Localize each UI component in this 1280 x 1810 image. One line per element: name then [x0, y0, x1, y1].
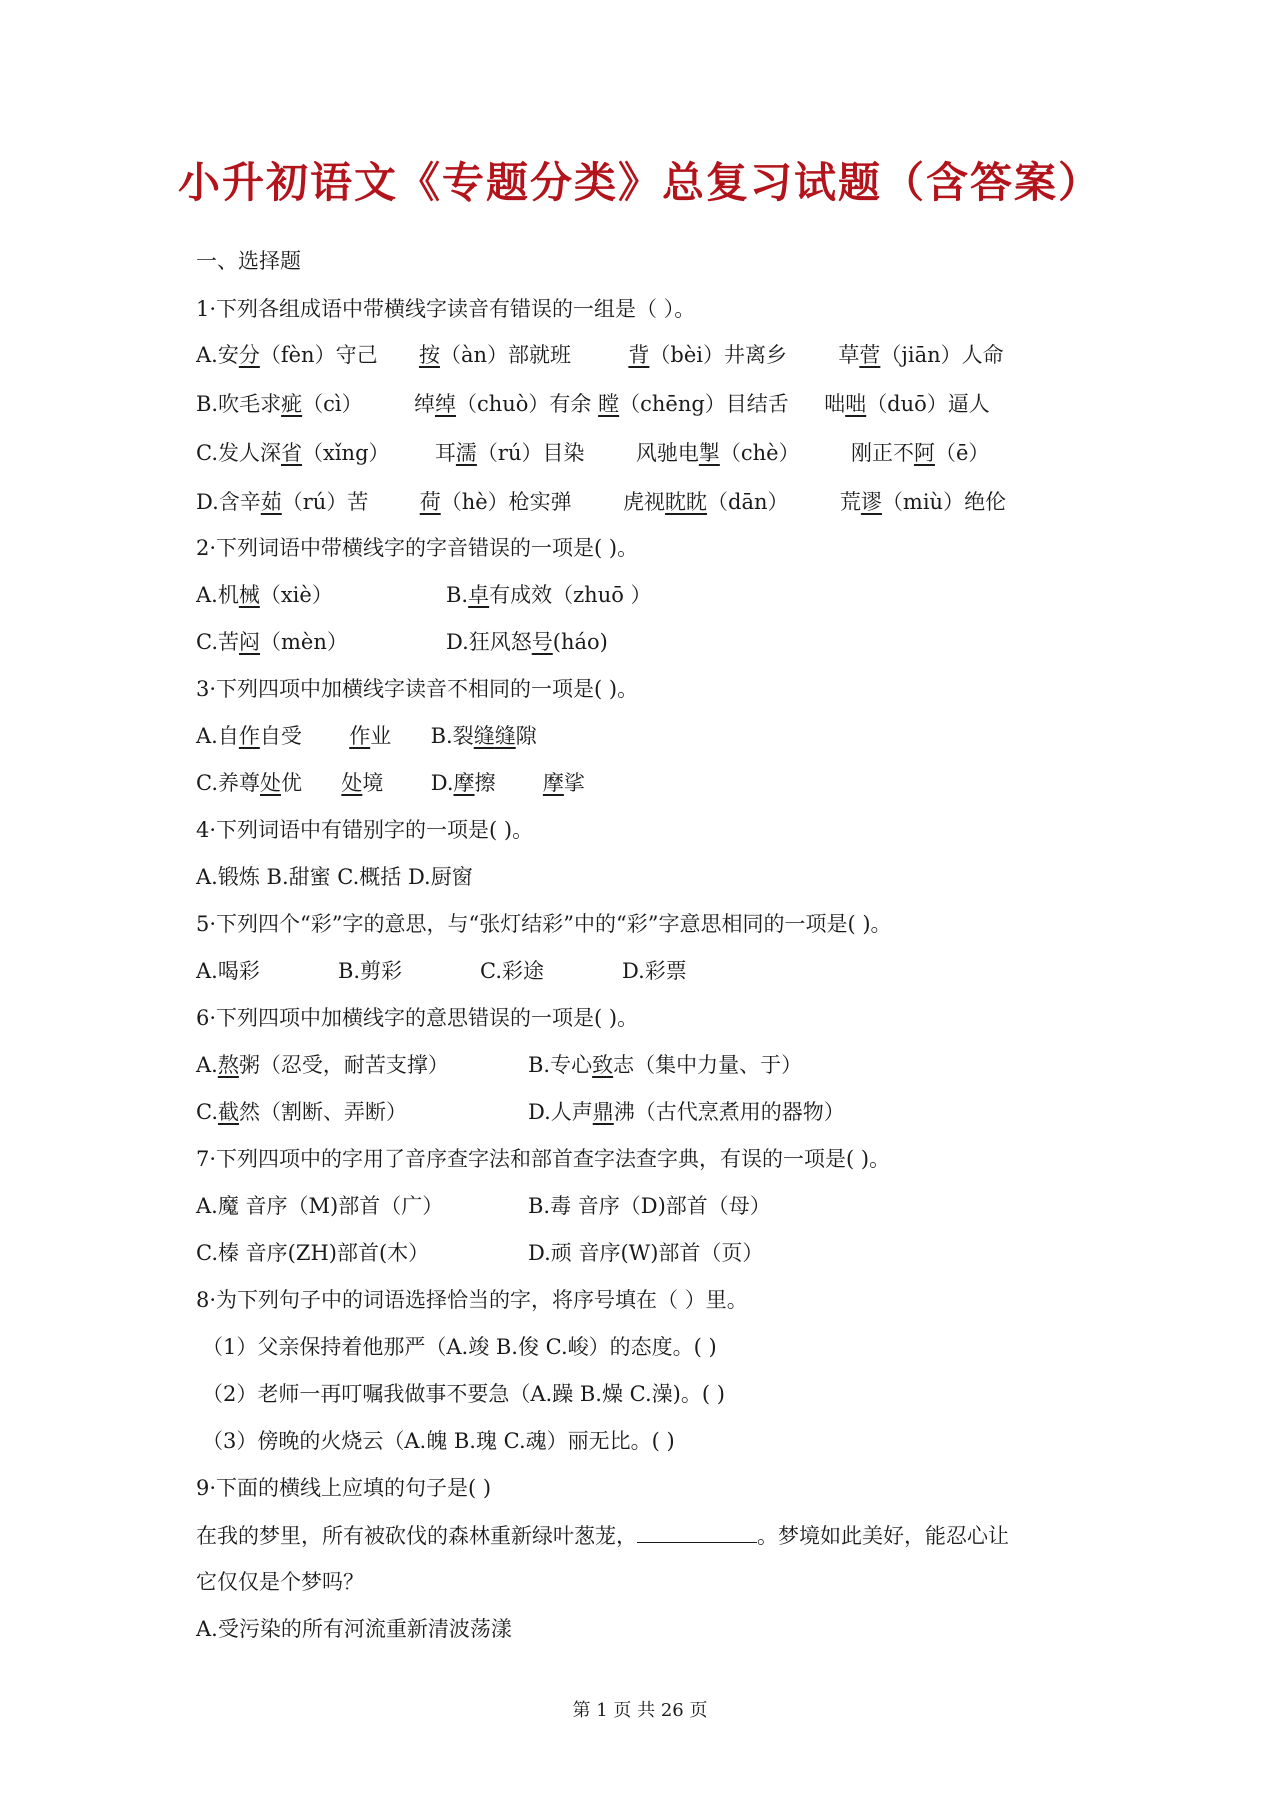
question-4-options: A.锻炼 B.甜蜜 C.概括 D.厨窗: [196, 865, 473, 889]
question-8-sentence-3: （3）傍晚的火烧云（A.魄 B.瑰 C.魂）丽无比。( ): [202, 1429, 675, 1453]
question-9-option-a: A.受污染的所有河流重新清波荡漾: [196, 1617, 512, 1641]
question-3-stem: 3·下列四项中加横线字读音不相同的一项是( )。: [196, 677, 639, 701]
question-8-stem: 8·为下列句子中的词语选择恰当的字，将序号填在（ ）里。: [196, 1288, 748, 1312]
question-2-option-c: C.苦闷（mèn）: [196, 630, 348, 654]
question-2-stem: 2·下列词语中带横线字的字音错误的一项是( )。: [196, 536, 639, 560]
question-8-sentence-1: （1）父亲保持着他那严（A.竣 B.俊 C.峻）的态度。( ): [202, 1335, 717, 1359]
question-2-option-d: D.狂风怒号(háo): [446, 630, 608, 654]
question-5-option-d: D.彩票: [622, 959, 687, 983]
page-footer: 第 1 页 共 26 页: [572, 1700, 708, 1721]
question-7-stem: 7·下列四项中的字用了音序查字法和部首查字法查字典，有误的一项是( )。: [196, 1147, 891, 1171]
question-6-option-d: D.人声鼎沸（古代烹煮用的器物）: [528, 1100, 845, 1124]
question-6-option-b: B.专心致志（集中力量、于）: [528, 1053, 803, 1077]
answer-blank[interactable]: [637, 1520, 757, 1543]
question-9-passage-line-1: 在我的梦里，所有被砍伐的森林重新绿叶葱茏， 。梦境如此美好，能忍心让: [196, 1520, 1009, 1551]
question-3-options-ab: A.自作自受 作业 B.裂缝缝隙: [196, 724, 537, 748]
question-9-stem: 9·下面的横线上应填的句子是( ): [196, 1476, 492, 1500]
question-1-stem: 1·下列各组成语中带横线字读音有错误的一组是（ ）。: [196, 297, 696, 321]
question-5-option-b: B.剪彩: [338, 959, 403, 983]
question-4-stem: 4·下列词语中有错别字的一项是( )。: [196, 818, 534, 842]
question-1-option-c: C.发人深省（xǐng） 耳濡（rú）目染 风驰电掣（chè） 刚正不阿（ē）: [196, 441, 990, 465]
question-2-option-a: A.机械（xiè）: [196, 583, 333, 607]
question-7-option-d: D.顽 音序(W)部首（页）: [528, 1241, 764, 1265]
question-6-option-a: A.熬粥（忍受，耐苦支撑）: [196, 1053, 449, 1077]
question-6-option-c: C.截然（割断、弄断）: [196, 1100, 407, 1124]
question-7-option-b: B.毒 音序（D)部首（母）: [528, 1194, 771, 1218]
document-title: 小升初语文《专题分类》总复习试题（含答案）: [177, 158, 1102, 207]
question-5-option-c: C.彩途: [480, 959, 544, 983]
question-3-options-cd: C.养尊处优 处境 D.摩擦 摩挲: [196, 771, 585, 795]
question-6-stem: 6·下列四项中加横线字的意思错误的一项是( )。: [196, 1006, 639, 1030]
question-5-option-a: A.喝彩: [196, 959, 260, 983]
question-7-option-c: C.榛 音序(ZH)部首(木）: [196, 1241, 430, 1265]
question-1-option-a: A.安分（fèn）守己 按（àn）部就班 背（bèi）井离乡 草菅（jiān）人命: [196, 343, 1004, 367]
question-7-option-a: A.魔 音序（M)部首（广）: [196, 1194, 444, 1218]
question-9-passage-line-2: 它仅仅是个梦吗？: [196, 1570, 364, 1594]
section-heading: 一、选择题: [196, 249, 301, 273]
question-1-option-d: D.含辛茹（rú）苦 荷（hè）枪实弹 虎视眈眈（dān） 荒谬（miù）绝伦: [196, 490, 1007, 514]
question-8-sentence-2: （2）老师一再叮嘱我做事不要急（A.躁 B.燥 C.澡)。( ): [202, 1382, 725, 1406]
question-1-option-b: B.吹毛求疵（cì） 绰绰（chuò）有余 瞠（chēng）目结舌 咄咄（duō）逼人: [196, 392, 990, 416]
question-2-option-b: B.卓有成效（zhuō ）: [446, 583, 652, 607]
question-5-stem: 5·下列四个“彩”字的意思，与“张灯结彩”中的“彩”字意思相同的一项是( )。: [196, 912, 892, 936]
